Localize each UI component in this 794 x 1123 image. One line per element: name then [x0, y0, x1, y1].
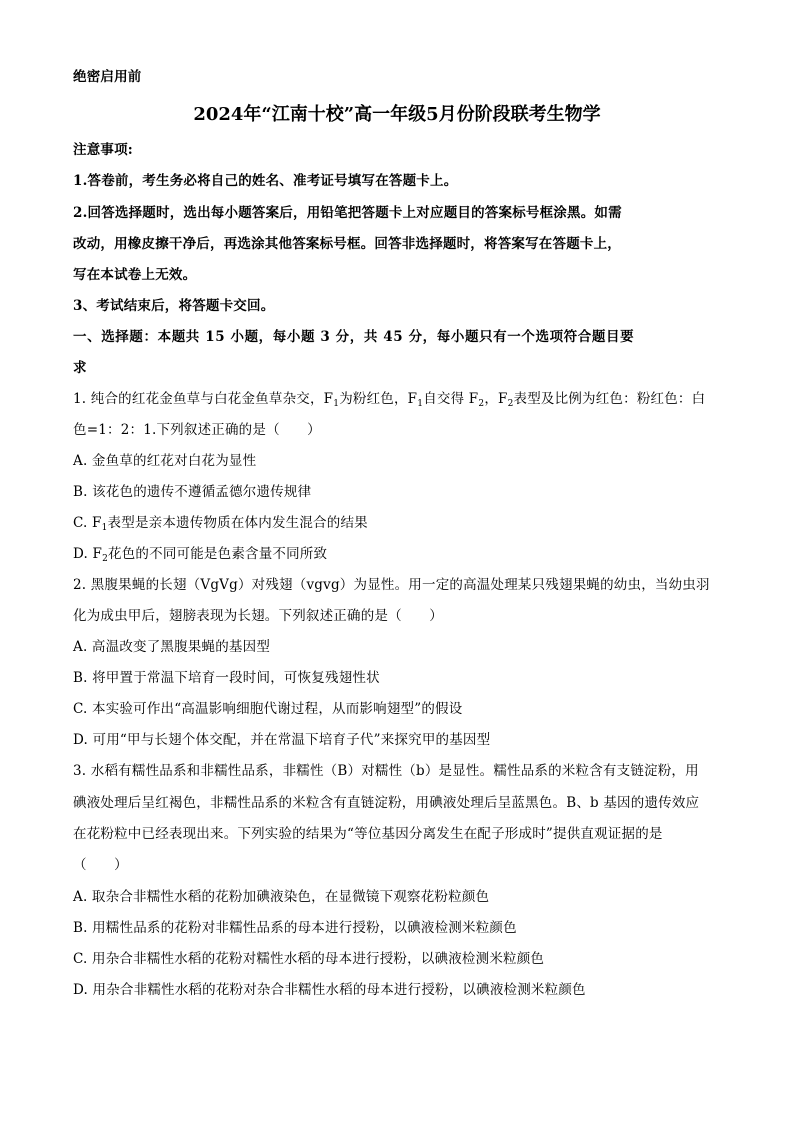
q1-sub-3: 2	[478, 399, 485, 409]
question-2-option-b: B. 将甲置于常温下培育一段时间，可恢复残翅性状	[73, 670, 380, 686]
question-3-line-1: 3. 水稻有糯性品系和非糯性品系，非糯性（B）对糯性（b）是显性。糯性品系的米粒含有支链淀粉，用	[73, 763, 699, 779]
q1-text-d: ，F	[484, 391, 508, 407]
notice-item-3: 3、考试结束后，将答题卡交回。	[73, 298, 275, 314]
question-2-line-1: 2. 黑腹果蝇的长翅（VgVg）对残翅（vgvg）为显性。用一定的高温处理某只残翅果蝇的幼虫，当幼虫羽	[73, 577, 710, 593]
notice-item-2-line-1: 2.回答选择题时，选出每小题答案后，用铅笔把答题卡上对应题目的答案标号框涂黑。如需	[73, 205, 622, 221]
q1-c-text-b: 表型是亲本遗传物质在体内发生混合的结果	[107, 515, 368, 531]
question-3-option-a: A. 取杂合非糯性水稻的花粉加碘液染色，在显微镜下观察花粉粒颜色	[73, 889, 490, 905]
question-3-option-d: D. 用杂合非糯性水稻的花粉对杂合非糯性水稻的母本进行授粉，以碘液检测米粒颜色	[73, 982, 586, 998]
question-3-option-c: C. 用杂合非糯性水稻的花粉对糯性水稻的母本进行授粉，以碘液检测米粒颜色	[73, 951, 545, 967]
question-1-line-1	[73, 390, 705, 413]
q1-sub-4: 2	[507, 399, 514, 409]
question-3-option-b: B. 用糯性品系的花粉对非糯性品系的母本进行授粉，以碘液检测米粒颜色	[73, 920, 517, 936]
q1-c-sub: 1	[101, 523, 108, 533]
q1-c-text-a: C. F	[73, 515, 102, 531]
q1-text-e: 表型及比例为红色：粉红色：白	[513, 391, 706, 407]
notice-heading: 注意事项:	[73, 142, 133, 158]
section-heading-line-1: 一、选择题：本题共 15 小题，每小题 3 分，共 45 分，每小题只有一个选项符合题目要	[73, 329, 635, 345]
question-1-option-b: B. 该花色的遗传不遵循孟德尔遗传规律	[73, 484, 312, 500]
q1-sub-2: 1	[417, 399, 424, 409]
question-1-line-2: 色=1：2：1.下列叙述正确的是（ ）	[73, 422, 321, 438]
question-2-option-c: C. 本实验可作出“高温影响细胞代谢过程，从而影响翅型”的假设	[73, 701, 463, 717]
question-1-option-a: A. 金鱼草的红花对白花为显性	[73, 453, 257, 469]
question-2-line-2: 化为成虫甲后，翅膀表现为长翅。下列叙述正确的是（ ）	[73, 608, 443, 624]
q1-sub-1: 1	[333, 399, 340, 409]
question-3-line-4: （ ）	[73, 857, 128, 873]
q1-d-text-a: D. F	[73, 546, 103, 562]
exam-title: 2024年“江南十校”高一年级5月份阶段联考生物学	[193, 104, 601, 125]
q1-text-a: 1. 纯合的红花金鱼草与白花金鱼草杂交，F	[73, 391, 334, 407]
question-1-option-c	[73, 514, 368, 537]
q1-d-text-b: 花色的不同可能是色素含量不同所致	[108, 546, 328, 562]
question-2-option-a: A. 高温改变了黑腹果蝇的基因型	[73, 639, 271, 655]
notice-item-1: 1.答卷前，考生务必将自己的姓名、准考证号填写在答题卡上。	[73, 173, 458, 189]
q1-d-sub: 2	[102, 554, 109, 564]
question-2-option-d: D. 可用“甲与长翅个体交配，并在常温下培育子代”来探究甲的基因型	[73, 732, 491, 748]
question-3-line-3: 在花粉粒中已经表现出来。下列实验的结果为“等位基因分离发生在配子形成时”提供直观证据的是	[73, 826, 663, 842]
section-heading-line-2: 求	[73, 360, 87, 376]
question-3-line-2: 碘液处理后呈红褐色，非糯性品系的米粒含有直链淀粉，用碘液处理后呈蓝黑色。B、b 基因的遗传效应	[73, 795, 700, 811]
confidential-label: 绝密启用前	[73, 69, 142, 85]
notice-item-2-line-2: 改动，用橡皮擦干净后，再选涂其他答案标号框。回答非选择题时，将答案写在答题卡上，	[73, 236, 621, 252]
notice-item-2-line-3: 写在本试卷上无效。	[73, 267, 197, 283]
q1-text-c: 自交得 F	[423, 391, 479, 407]
question-1-option-d	[73, 545, 327, 568]
q1-text-b: 为粉红色，F	[339, 391, 418, 407]
